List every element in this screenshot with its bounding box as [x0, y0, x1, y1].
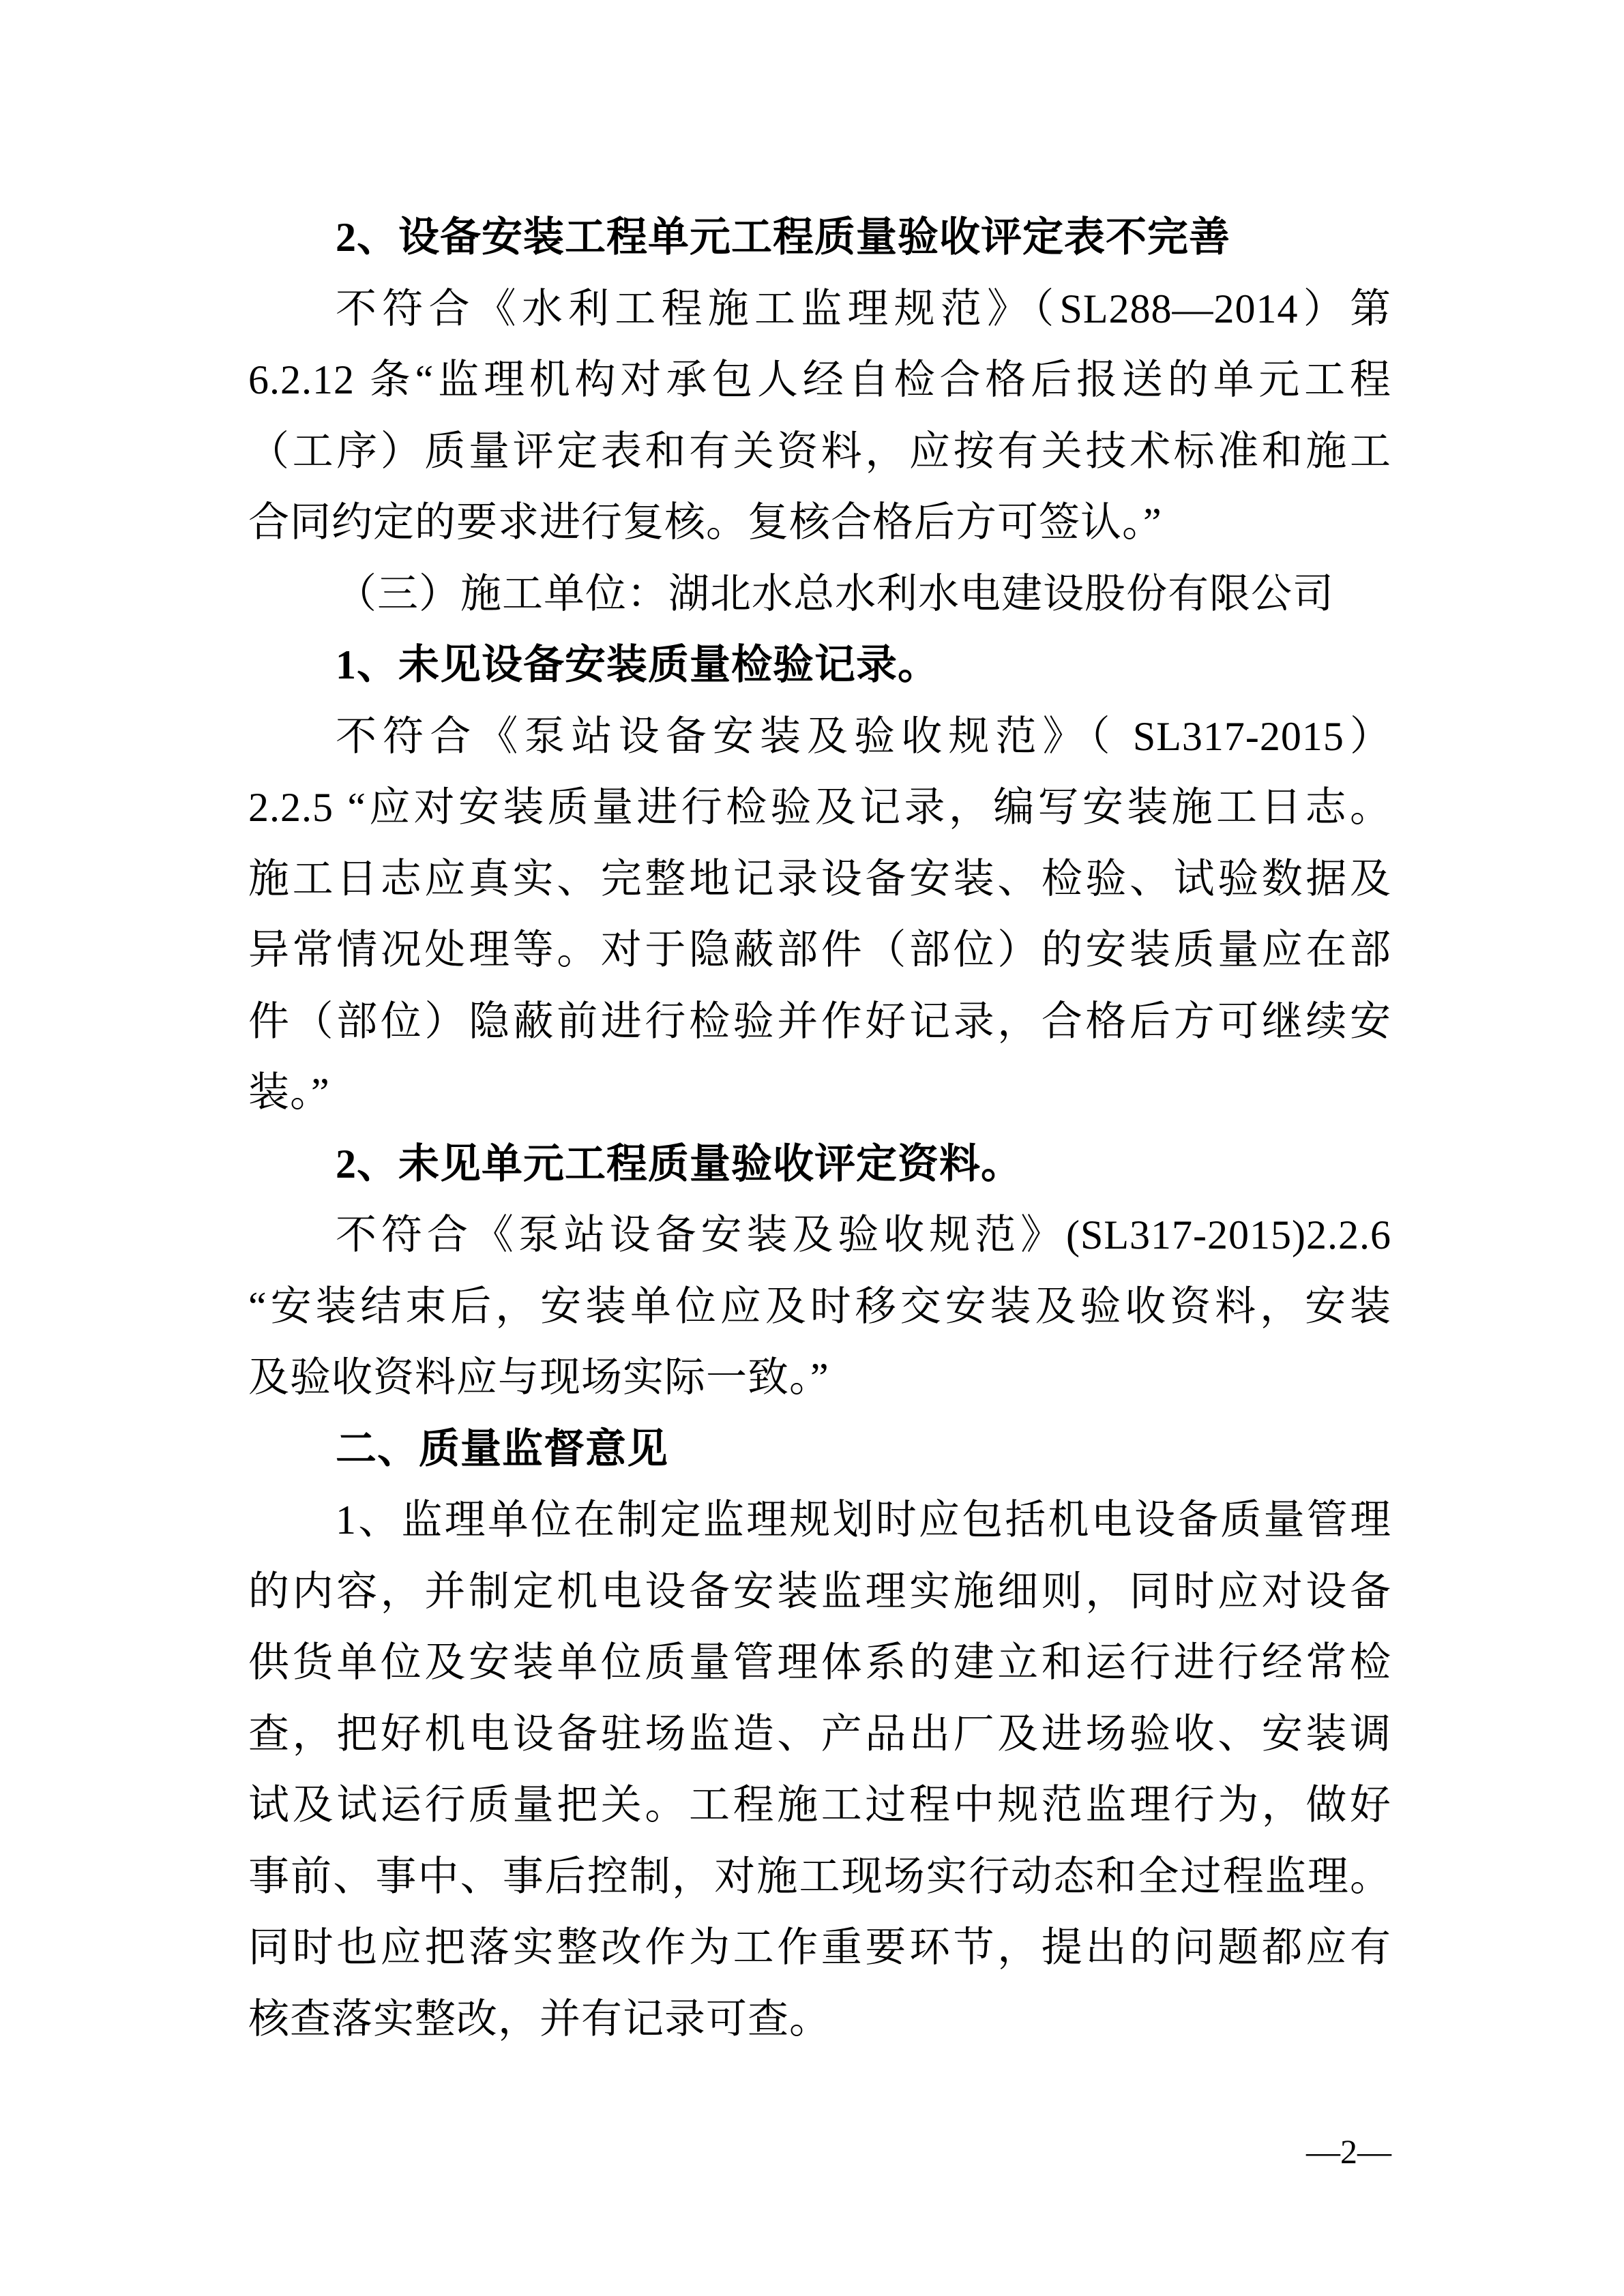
- body-text-line: 装。”: [248, 1070, 330, 1115]
- body-text-line: 6.2.12 条“监理机构对承包人经自检合格后报送的单元工程: [248, 357, 1391, 402]
- body-text-line: 1、监理单位在制定监理规划时应包括机电设备质量管理: [336, 1497, 1391, 1542]
- body-text-line: （工序）质量评定表和有关资料，应按有关技术标准和施工: [248, 428, 1391, 474]
- body-text-line: 的内容，并制定机电设备安装监理实施细则，同时应对设备: [248, 1568, 1391, 1614]
- body-text-line: 件（部位）隐蔽前进行检验并作好记录，合格后方可继续安: [248, 998, 1391, 1044]
- body-text-line: 不符合《泵站设备安装及验收规范》（ SL317-2015）: [336, 713, 1391, 759]
- body-text-line: 查，把好机电设备驻场监造、产品出厂及进场验收、安装调: [248, 1711, 1391, 1757]
- body-text-line: 不符合《水利工程施工监理规范》（SL288—2014）第: [336, 286, 1391, 331]
- body-text-line: 同时也应把落实整改作为工作重要环节，提出的问题都应有: [248, 1925, 1391, 1970]
- body-text-line: 核查落实整改，并有记录可查。: [248, 1996, 831, 2042]
- body-text-line: 事前、事中、事后控制，对施工现场实行动态和全过程监理。: [248, 1853, 1391, 1899]
- body-text-line: 及验收资料应与现场实际一致。”: [248, 1355, 829, 1400]
- body-text-line: 2.2.5 “应对安装质量进行检验及记录，编写安装施工日志。: [248, 785, 1391, 830]
- heading-line: 1、未见设备安装质量检验记录。: [336, 642, 939, 687]
- document-body: [248, 202, 1391, 2055]
- body-text-line: 合同约定的要求进行复核。复核合格后方可签认。”: [248, 500, 1162, 545]
- heading-line: 2、未见单元工程质量验收评定资料。: [336, 1141, 1022, 1187]
- body-text-line: 异常情况处理等。对于隐蔽部件（部位）的安装质量应在部: [248, 927, 1391, 972]
- body-text-line: 不符合《泵站设备安装及验收规范》(SL317-2015)2.2.6: [336, 1212, 1391, 1257]
- body-text-line: “安装结束后，安装单位应及时移交安装及验收资料，安装: [248, 1283, 1391, 1329]
- body-text-line: 施工日志应真实、完整地记录设备安装、检验、试验数据及: [248, 856, 1391, 901]
- page-number: —2—: [1306, 2132, 1391, 2171]
- body-text-line: 试及试运行质量把关。工程施工过程中规范监理行为，做好: [248, 1783, 1391, 1828]
- body-text-line: （三）施工单位：湖北水总水利水电建设股份有限公司: [336, 571, 1334, 616]
- heading-line: 2、设备安装工程单元工程质量验收评定表不完善: [336, 215, 1230, 260]
- heading-line: 二、质量监督意见: [336, 1426, 668, 1472]
- body-text-line: 供货单位及安装单位质量管理体系的建立和运行进行经常检: [248, 1640, 1391, 1685]
